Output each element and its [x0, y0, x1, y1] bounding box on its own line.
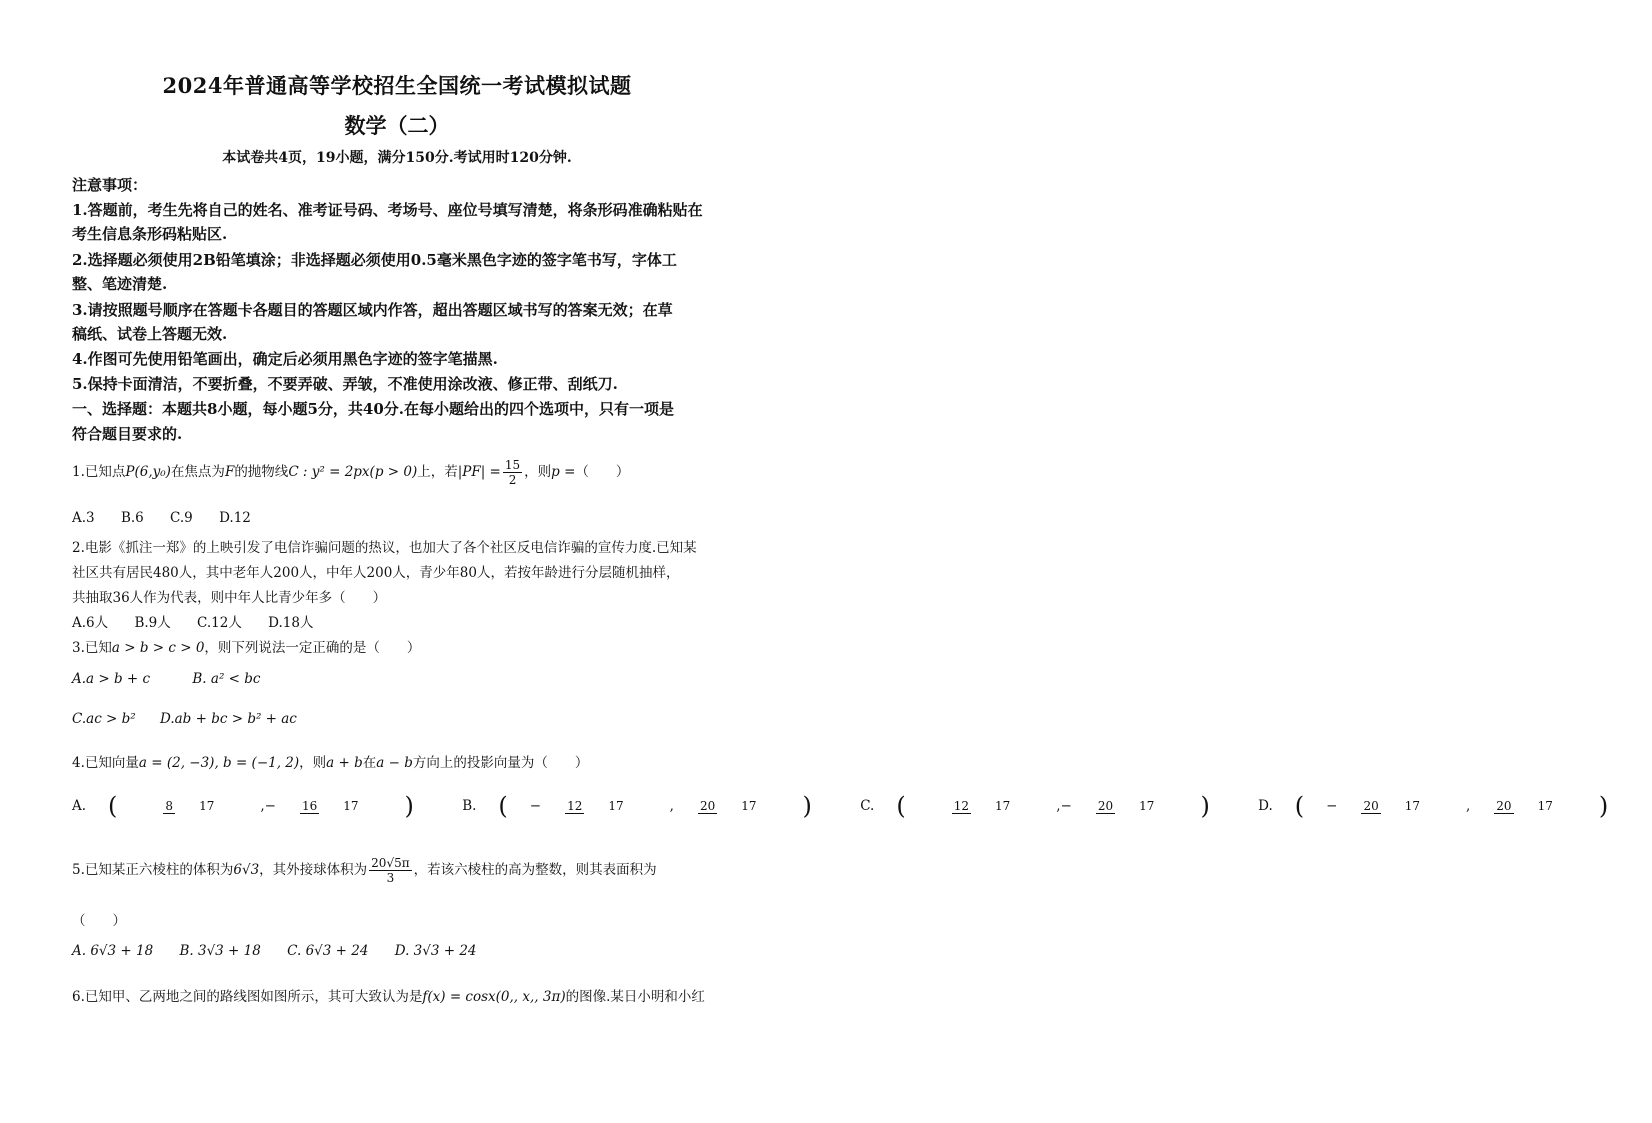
question-3-options-row1 — [72, 671, 732, 687]
notes-heading: 注意事项： — [72, 176, 148, 194]
option-a: A. ( 8 17 ,− 16 17 ) — [72, 792, 414, 820]
option-b: B. ( − 12 17 , 20 17 ) — [462, 792, 812, 820]
option-a: A. 6√3 + 18 — [72, 943, 154, 959]
note-line: 2.选择题必须使用2B铅笔填涂；非选择题必须使用0.5毫米黑色字迹的签字笔书写，字体工 — [72, 251, 677, 269]
note-line: 整、笔迹清楚. — [72, 275, 168, 293]
option-b: B.6 — [120, 510, 144, 526]
exam-title: 2024年普通高等学校招生全国统一考试模拟试题 — [162, 73, 632, 98]
note-line: 稿纸、试卷上答题无效. — [72, 325, 228, 343]
option-c: C.9 — [170, 510, 193, 526]
option-d: D. 3√3 + 24 — [394, 943, 477, 959]
option-b: B. a² < bc — [192, 671, 261, 687]
exam-subtitle: 数学（二） — [344, 113, 450, 138]
option-d: D.12 — [219, 510, 251, 526]
note-line: 4.作图可先使用铅笔画出，确定后必须用黑色字迹的签字笔描黑. — [72, 350, 498, 368]
option-a: A.6人 — [72, 615, 109, 631]
fraction-sphere-volume: $\frac{20√5\pi}{3}$ — [371, 856, 410, 885]
section-heading: 一、选择题：本题共8小题，每小题5分，共40分.在每小题给出的四个选项中，只有一项是 — [72, 400, 674, 418]
question-1: 1.已知点P(6,y₀)在焦点为F的抛物线C : y² = 2px(p > 0)上，若|PF| = $\frac{15}{2}$ ，则p =（ ） — [72, 458, 630, 487]
exam-info: 本试卷共4页，19小题，满分150分.考试用时120分钟. — [222, 150, 572, 166]
option-d: D. ( − 20 17 , 20 17 ) — [1258, 792, 1609, 820]
question-5-options — [72, 943, 732, 959]
option-c: C.ac > b² — [72, 711, 136, 727]
question-2-line: 社区共有居民480人，其中老年人200人，中年人200人，青少年80人，若按年龄进行分层随机抽样， — [72, 565, 680, 581]
option-b: B.9人 — [134, 615, 171, 631]
option-a: A.a > b + c — [72, 671, 151, 687]
question-2-line: 2.电影《抓注一郑》的上映引发了电信诈骗问题的热议，也加大了各个社区反电信诈骗的宣传力度.已知某 — [72, 540, 697, 556]
question-6: 6.已知甲、乙两地之间的路线图如图所示，其可大致认为是f(x) = cosx(0,, x,, 3π)的图像.某日小明和小红 — [72, 989, 705, 1005]
question-1-options — [72, 510, 732, 526]
option-d: D.18人 — [268, 615, 314, 631]
note-line: 考生信息条形码粘贴区. — [72, 225, 228, 243]
note-line: 1.答题前，考生先将自己的姓名、准考证号码、考场号、座位号填写清楚，将条形码准确粘贴在 — [72, 201, 703, 219]
question-2-options — [72, 611, 732, 631]
section-heading-cont: 符合题目要求的. — [72, 425, 183, 443]
question-4: 4.已知向量a = (2, −3), b = (−1, 2)，则a + b在a − b方向上的投影向量为（ ） — [72, 755, 589, 771]
note-line: 3.请按照题号顺序在答题卡各题目的答题区域内作答，超出答题区域书写的答案无效；在草 — [72, 301, 673, 319]
question-5-blank: （ ） — [72, 913, 126, 929]
option-b: B. 3√3 + 18 — [179, 943, 261, 959]
fraction-15-2: $\frac{15}{2}$ — [504, 458, 521, 487]
question-5: 5.已知某正六棱柱的体积为6√3，其外接球体积为 $\frac{20√5\pi}{3}$ ，若该六棱柱的高为整数，则其表面积为 — [72, 856, 657, 885]
question-4-options — [72, 792, 1609, 820]
option-c: C. ( 12 17 ,− 20 17 ) — [860, 792, 1210, 820]
question-3: 3.已知a > b > c > 0，则下列说法一定正确的是（ ） — [72, 640, 421, 656]
option-c: C. 6√3 + 24 — [287, 943, 369, 959]
question-3-options-row2 — [72, 711, 732, 727]
option-c: C.12人 — [197, 615, 242, 631]
note-line: 5.保持卡面清洁，不要折叠，不要弄破、弄皱，不准使用涂改液、修正带、刮纸刀. — [72, 375, 618, 393]
option-d: D.ab + bc > b² + ac — [160, 711, 297, 727]
question-2-line: 共抽取36人作为代表，则中年人比青少年多（ ） — [72, 590, 387, 606]
option-a: A.3 — [72, 510, 95, 526]
